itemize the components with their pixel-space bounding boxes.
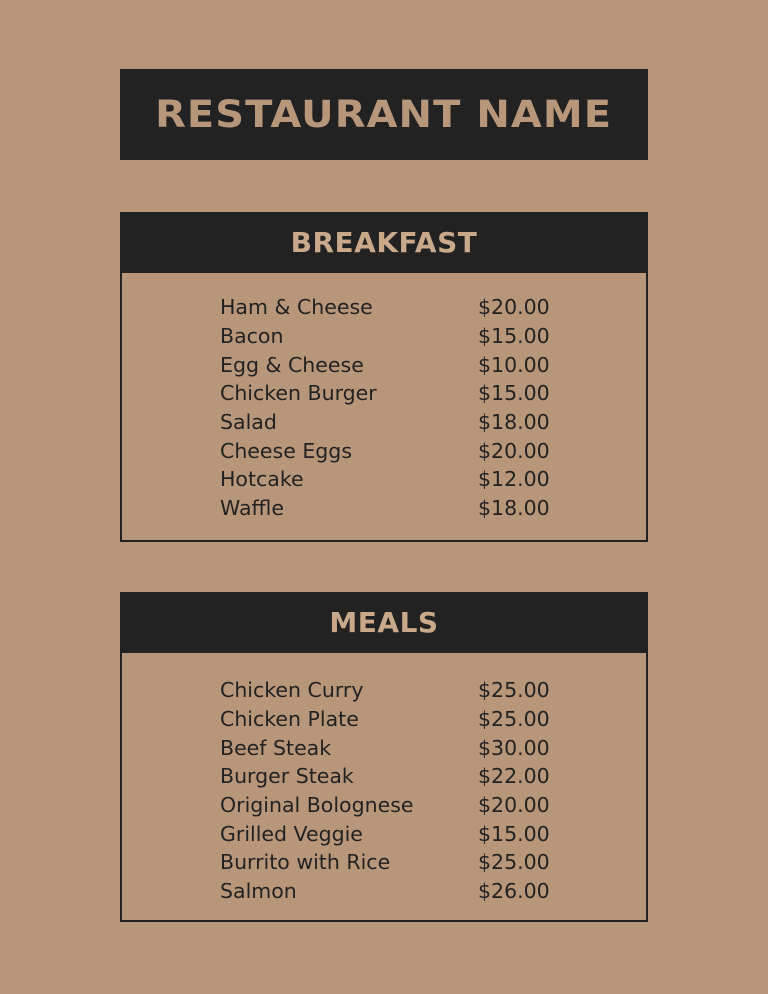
menu-item-name: Cheese Eggs (220, 438, 352, 463)
menu-item (220, 848, 646, 877)
menu-item-name: Egg & Cheese (220, 352, 364, 377)
breakfast-header (120, 212, 648, 273)
restaurant-name: RESTAURANT NAME (155, 93, 613, 136)
menu-item (220, 379, 646, 408)
meals-header (120, 592, 648, 653)
meals-menu-list (220, 676, 646, 906)
menu-item (220, 408, 646, 437)
menu-item-name: Ham & Cheese (220, 295, 373, 320)
menu-item-price: $25.00 (478, 678, 550, 703)
menu-item (220, 733, 646, 762)
menu-item-price: $15.00 (478, 324, 550, 349)
menu-item (220, 465, 646, 494)
menu-item (220, 819, 646, 848)
menu-item-name: Chicken Burger (220, 381, 377, 406)
breakfast-section (120, 212, 648, 542)
menu-item-price: $20.00 (478, 793, 550, 818)
menu-item-price: $15.00 (478, 381, 550, 406)
menu-item-name: Chicken Plate (220, 707, 359, 732)
menu-item (220, 494, 646, 523)
menu-item (220, 791, 646, 820)
menu-item-price: $10.00 (478, 352, 550, 377)
menu-item-name: Salmon (220, 879, 297, 904)
menu-item (220, 705, 646, 734)
menu-item (220, 293, 646, 322)
menu-item (220, 322, 646, 351)
menu-item-price: $30.00 (478, 735, 550, 760)
menu-item-name: Hotcake (220, 467, 304, 492)
menu-item-name: Chicken Curry (220, 678, 364, 703)
menu-item-price: $25.00 (478, 707, 550, 732)
menu-item-price: $18.00 (478, 496, 550, 521)
menu-item-name: Burger Steak (220, 764, 354, 789)
menu-item-price: $20.00 (478, 295, 550, 320)
menu-item-name: Burrito with Rice (220, 850, 391, 875)
breakfast-menu-list (220, 293, 646, 523)
menu-item (220, 676, 646, 705)
menu-item-name: Salad (220, 410, 277, 435)
menu-item (220, 762, 646, 791)
menu-item-name: Grilled Veggie (220, 821, 363, 846)
menu-item-price: $25.00 (478, 850, 550, 875)
menu-item (220, 350, 646, 379)
menu-item-price: $12.00 (478, 467, 550, 492)
menu-item-price: $20.00 (478, 438, 550, 463)
meals-title: MEALS (329, 606, 439, 639)
menu-item-name: Original Bolognese (220, 793, 414, 818)
menu-item (220, 436, 646, 465)
meals-section (120, 592, 648, 922)
menu-item-price: $26.00 (478, 879, 550, 904)
menu-item (220, 877, 646, 906)
menu-item-name: Waffle (220, 496, 284, 521)
menu-item-name: Bacon (220, 324, 284, 349)
menu-item-name: Beef Steak (220, 735, 332, 760)
restaurant-title-bar (120, 69, 648, 160)
breakfast-title: BREAKFAST (290, 226, 478, 259)
menu-item-price: $22.00 (478, 764, 550, 789)
menu-item-price: $18.00 (478, 410, 550, 435)
menu-item-price: $15.00 (478, 821, 550, 846)
